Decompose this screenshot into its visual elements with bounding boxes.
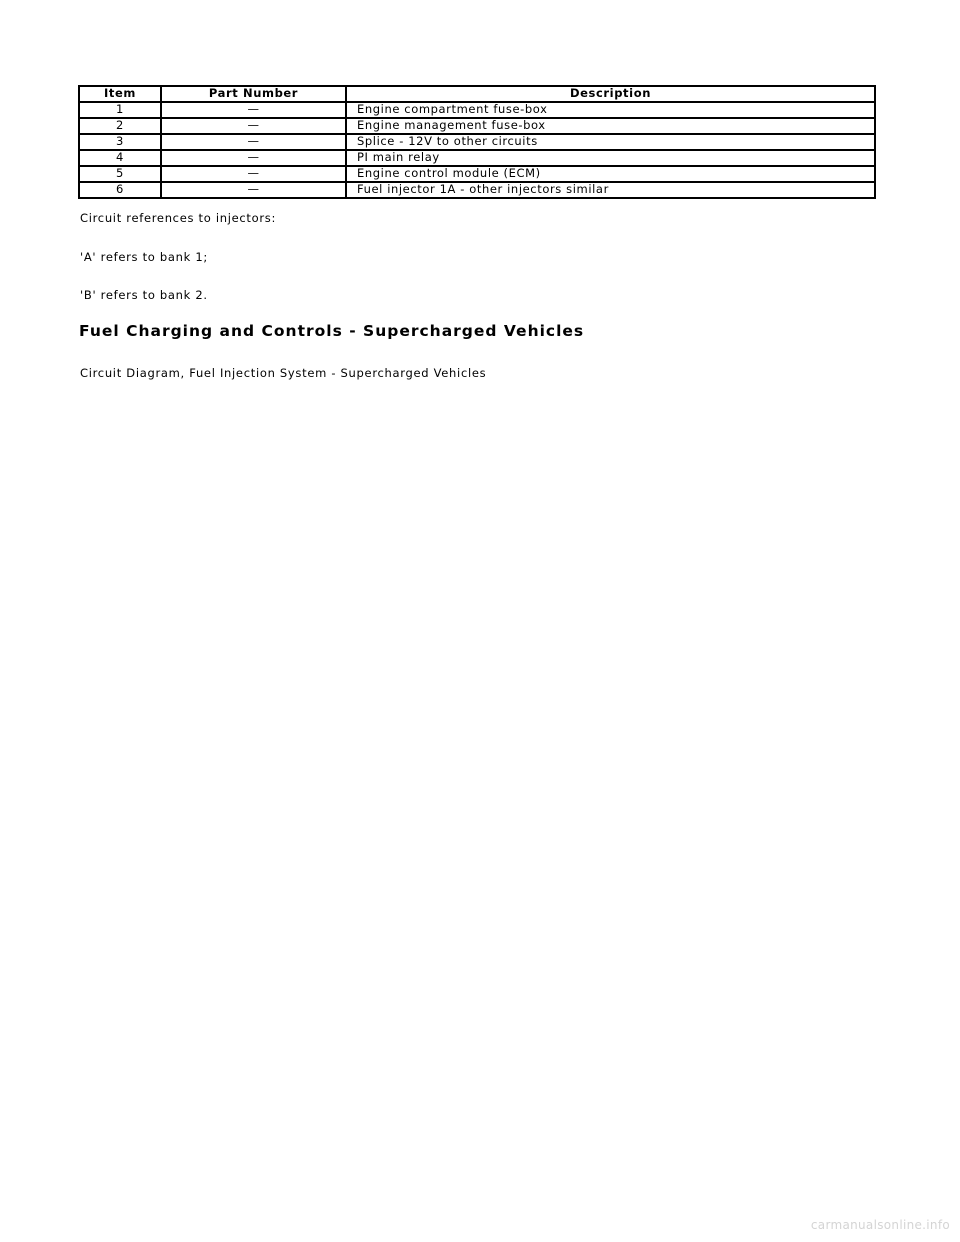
cell-part-number: — xyxy=(161,150,346,166)
cell-part-number: — xyxy=(161,166,346,182)
cell-description: PI main relay xyxy=(346,150,875,166)
cell-description: Engine compartment fuse-box xyxy=(346,102,875,118)
header-part-number: Part Number xyxy=(161,86,346,102)
table-row xyxy=(79,134,875,150)
cell-item: 6 xyxy=(79,182,161,198)
table-row xyxy=(79,150,875,166)
cell-description: Engine control module (ECM) xyxy=(346,166,875,182)
header-description: Description xyxy=(346,86,875,102)
diagram-caption: Circuit Diagram, Fuel Injection System - Supercharged Vehicles xyxy=(80,366,487,380)
cell-description: Splice - 12V to other circuits xyxy=(346,134,875,150)
cell-item: 5 xyxy=(79,166,161,182)
cell-part-number: — xyxy=(161,102,346,118)
cell-item: 2 xyxy=(79,118,161,134)
parts-table xyxy=(78,85,876,199)
cell-part-number: — xyxy=(161,134,346,150)
bank-b-note: 'B' refers to bank 2. xyxy=(80,288,208,302)
cell-part-number: — xyxy=(161,118,346,134)
cell-description: Engine management fuse-box xyxy=(346,118,875,134)
cell-description: Fuel injector 1A - other injectors similar xyxy=(346,182,875,198)
bank-a-note: 'A' refers to bank 1; xyxy=(80,250,208,264)
cell-item: 1 xyxy=(79,102,161,118)
table-row xyxy=(79,166,875,182)
table-header-row xyxy=(79,86,875,102)
cell-item: 4 xyxy=(79,150,161,166)
cell-part-number: — xyxy=(161,182,346,198)
injector-references-intro: Circuit references to injectors: xyxy=(80,211,277,225)
section-heading: Fuel Charging and Controls - Supercharged Vehicles xyxy=(79,322,585,340)
table-row xyxy=(79,118,875,134)
table-row xyxy=(79,102,875,118)
table-row xyxy=(79,182,875,198)
watermark: carmanualsonline.info xyxy=(810,1218,950,1232)
header-item: Item xyxy=(79,86,161,102)
cell-item: 3 xyxy=(79,134,161,150)
